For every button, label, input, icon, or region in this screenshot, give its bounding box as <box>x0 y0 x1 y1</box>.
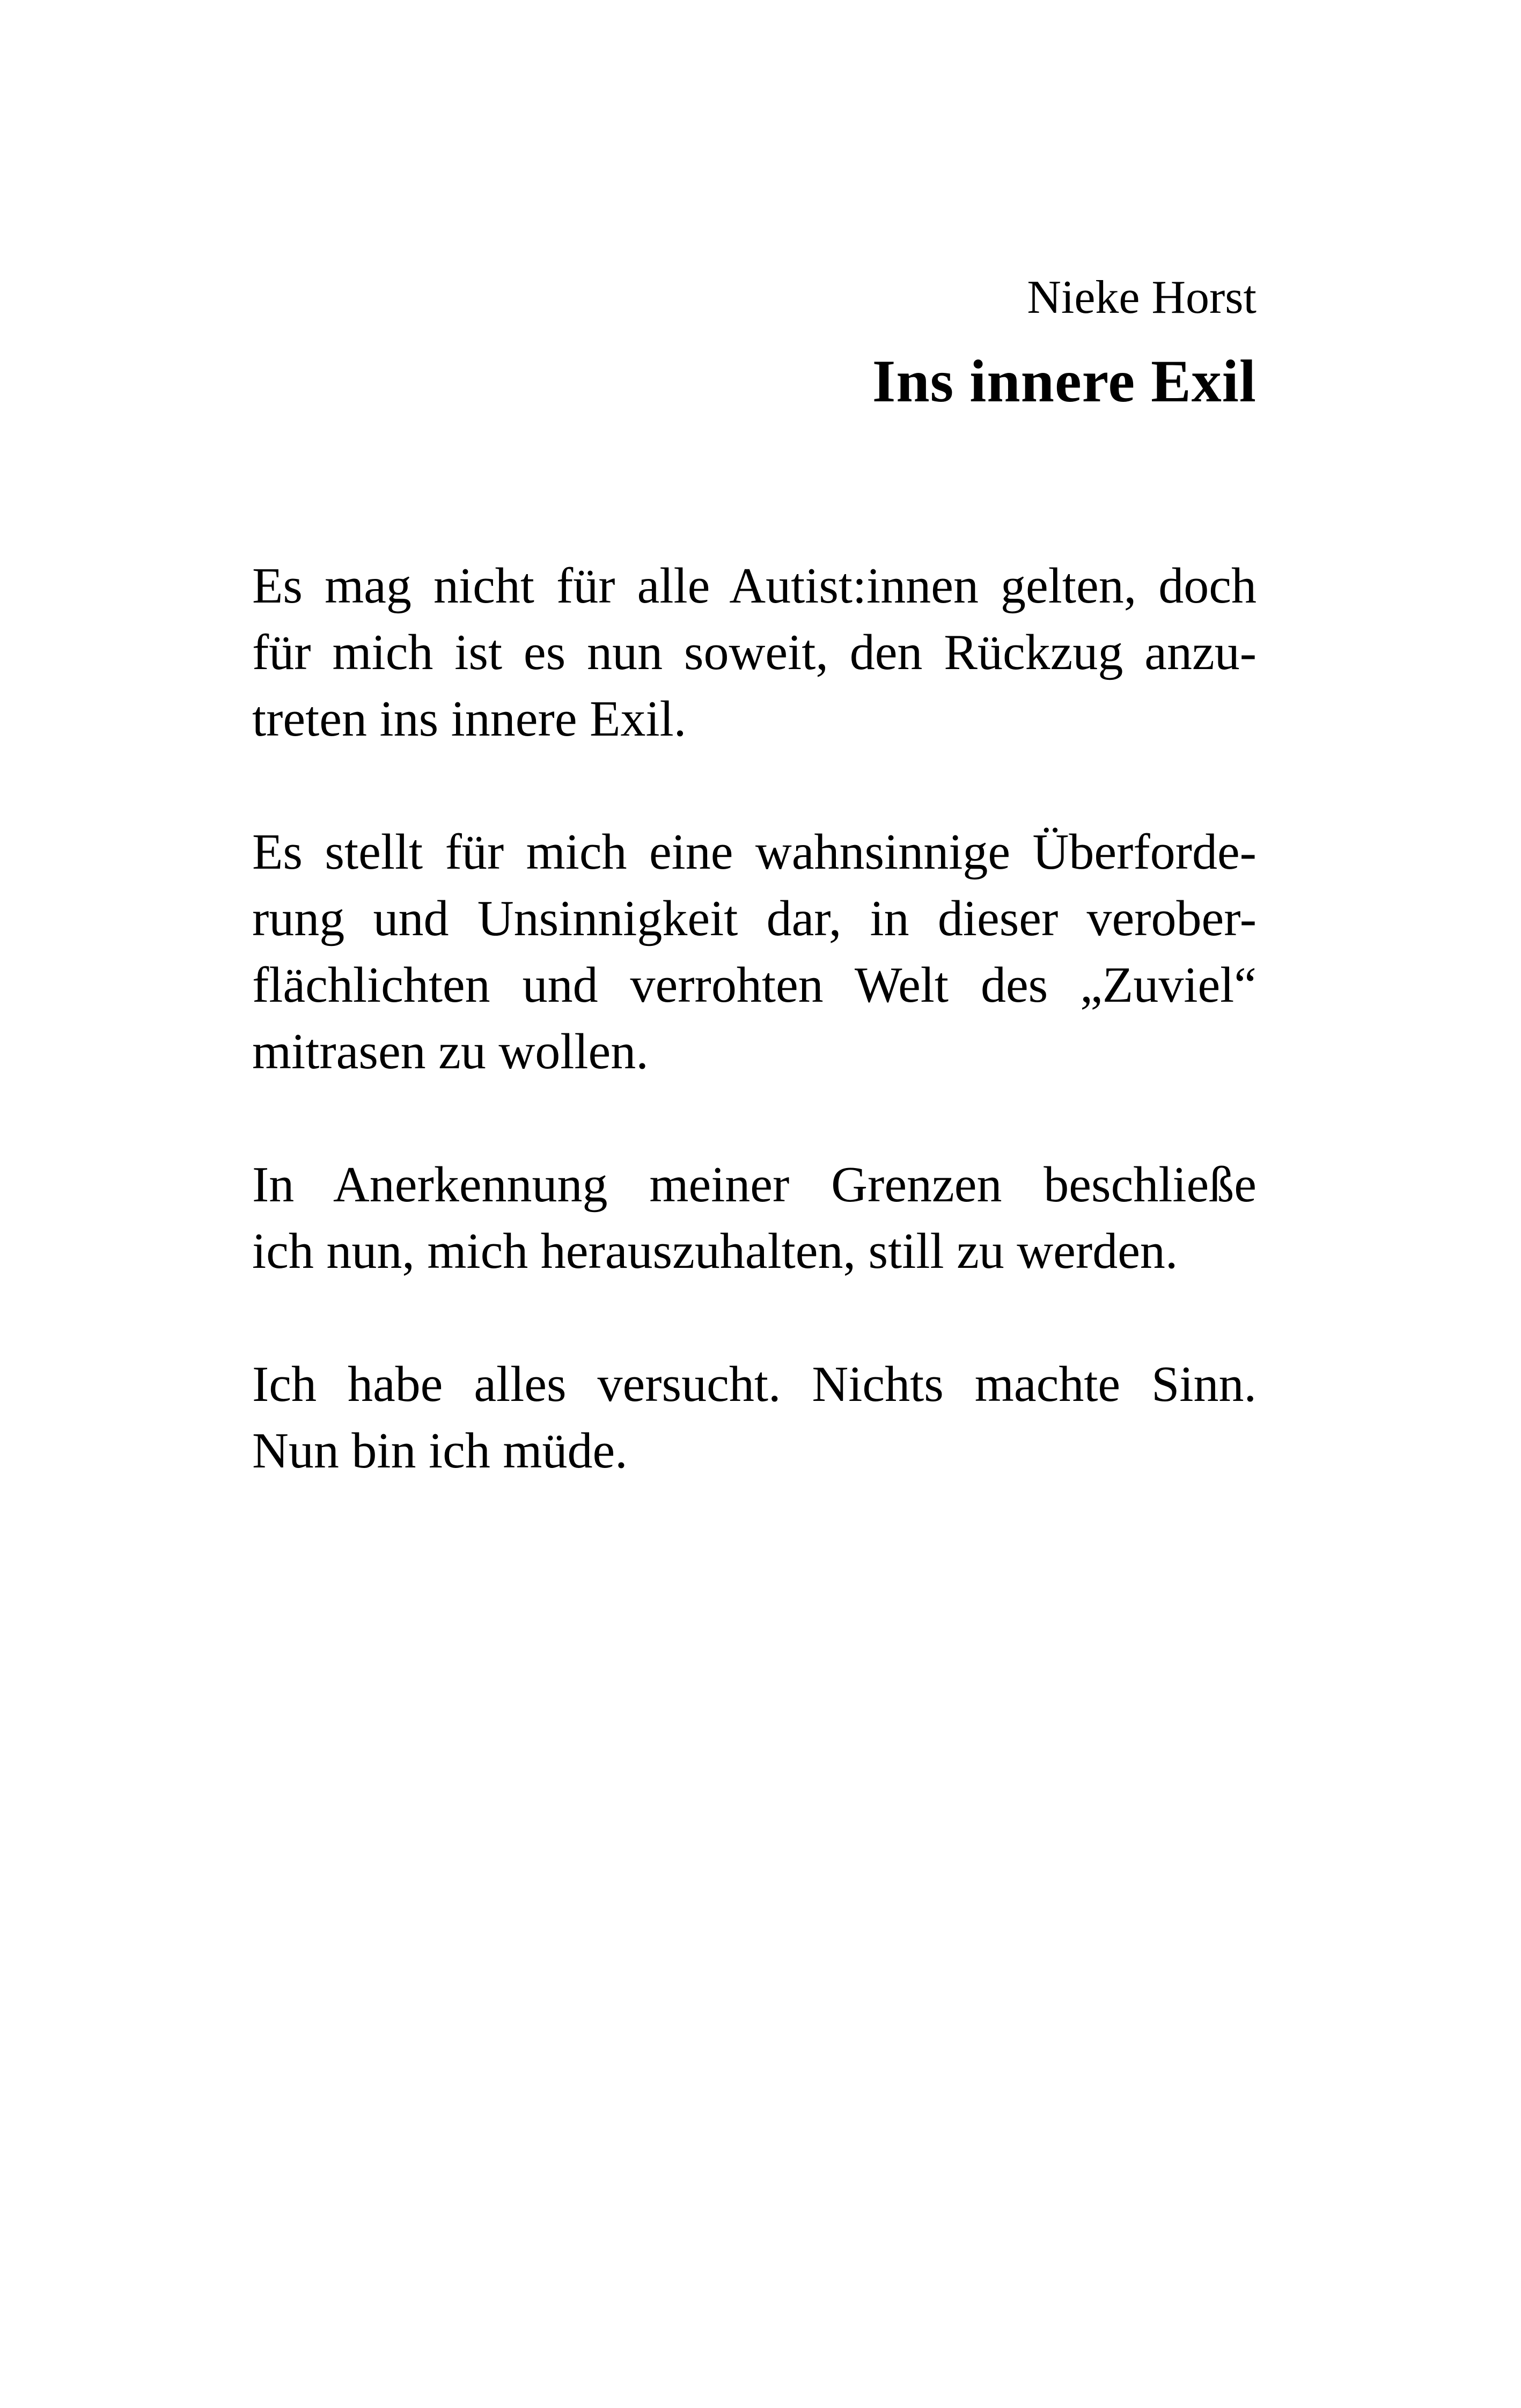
text-line: für mich ist es nun soweit, den Rückzug anzu- <box>252 625 1257 680</box>
text-line: Es mag nicht für alle Autist:innen gelten, doch <box>252 558 1257 614</box>
text-line: ich nun, mich herauszuhalten, still zu werden. <box>252 1223 1178 1279</box>
chapter-header <box>252 268 1257 416</box>
text-line: Nun bin ich müde. <box>252 1423 628 1479</box>
text-line: treten ins innere Exil. <box>252 691 687 747</box>
text-line: rung und Unsinnigkeit dar, in dieser verober- <box>252 891 1257 946</box>
text-line: mitrasen zu wollen. <box>252 1024 649 1080</box>
text-line: Es stellt für mich eine wahnsinnige Überforde- <box>252 824 1257 880</box>
body-text <box>252 553 1257 1551</box>
author-name: Nieke Horst <box>1027 271 1257 324</box>
chapter-title: Ins innere Exil <box>872 348 1257 415</box>
paragraph-1 <box>252 553 1257 752</box>
text-line: In Anerkennung meiner Grenzen beschließe <box>252 1157 1257 1213</box>
text-line: Ich habe alles versucht. Nichts machte Sinn. <box>252 1356 1257 1412</box>
paragraph-2 <box>252 819 1257 1085</box>
paragraph-4 <box>252 1351 1257 1484</box>
text-line: flächlichten und verrohten Welt des „Zuviel“ <box>252 957 1257 1013</box>
paragraph-3 <box>252 1151 1257 1284</box>
